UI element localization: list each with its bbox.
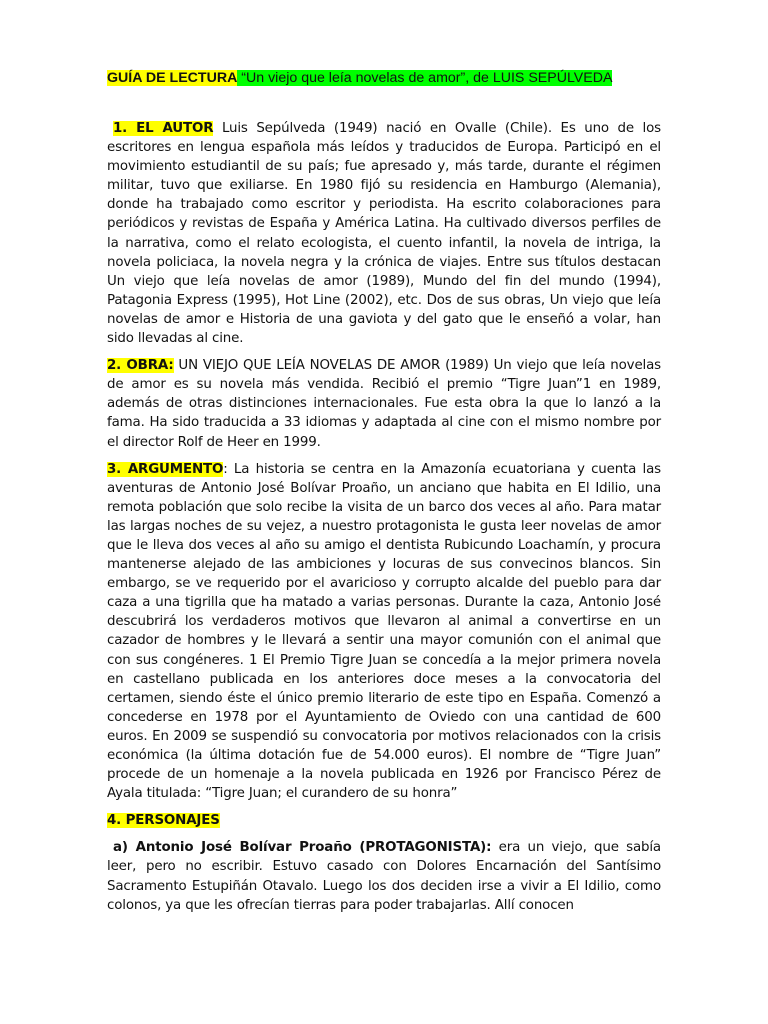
section-personajes-heading: 4. PERSONAJES	[107, 813, 220, 829]
section-personaje-a	[107, 838, 661, 914]
section-argumento	[107, 460, 661, 804]
section-obra-text: UN VIEJO QUE LEÍA NOVELAS DE AMOR (1989) Un viejo que leía novelas de amor es su novela más vendida. Recibió el premio “Tigre Juan”1 en 1989, además de otras distinciones internacionales. Fue esta obra la que lo lanzó a la fama. Ha sido traducida a 33 idiomas y adaptada al cine con el mismo nombre por el director Rolf de Heer en 1999.	[107, 358, 661, 450]
section-autor	[107, 119, 661, 348]
section-autor-heading: 1. EL AUTOR	[113, 121, 214, 136]
section-autor-text: Luis Sepúlveda (1949) nació en Ovalle (Chile). Es uno de los escritores en lengua española más leídos y traducidos de Europa. Participó en el movimiento estudiantil de su país; fue apresado y, más tarde, durante el régimen militar, tuvo que exiliarse. En 1980 fijó su residencia en Hamburgo (Alemania), donde ha trabajado como escritor y periodista. Ha escrito colaboraciones para periódicos y revistas de España y América Latina. Ha cultivado diversos perfiles de la narrativa, como el relato ecologista, el cuento infantil, la novela de intriga, la novela policiaca, la novela negra y la crónica de viajes. Entre sus títulos destacan Un viejo que leía novelas de amor (1989), Mundo del fin del mundo (1994), Patagonia Express (1995), Hot Line (2002), etc. Dos de sus obras, Un viejo que leía novelas de amor e Historia de una gaviota y del gato que le enseñó a volar, han sido llevadas al cine.	[107, 121, 661, 347]
section-obra	[107, 356, 661, 451]
document-page	[107, 68, 661, 915]
personaje-a-heading: a) Antonio José Bolívar Proaño (PROTAGONISTA):	[113, 840, 492, 856]
personaje-a-text: era un viejo, que sabía leer, pero no escribir. Estuvo casado con Dolores Encarnación del Santísimo Sacramento Estupiñán Otavalo. Luego los dos deciden irse a vivir a El Idilio, como colonos, ya que les ofrecían tierras para poder trabajarlas. Allí conocen	[107, 840, 661, 913]
section-argumento-heading: 3. ARGUMENTO	[107, 461, 224, 477]
guide-label: GUÍA DE LECTURA	[107, 70, 238, 86]
document-title	[107, 68, 661, 89]
section-argumento-text: : La historia se centra en la Amazonía ecuatoriana y cuenta las aventuras de Antonio José Bolívar Proaño, un anciano que habita en El Idilio, una remota población que solo recibe la visita de un barco dos veces al año. Para matar las largas noches de su vejez, a nuestro protagonista le gusta leer novelas de amor que le lleva dos veces al año su amigo el dentista Rubicundo Loachamín, y procura mantenerse alejado de las ambiciones y locuras de sus convecinos blancos. Sin embargo, se ve requerido por el avaricioso y corrupto alcalde del pueblo para dar caza a una tigrilla que ha matado a varias personas. Durante la caza, Antonio José descubrirá los verdaderos motivos que llevaron al animal a convertirse en un cazador de hombres y le llevará a sentir una mayor comunión con el animal que con sus congéneres. 1 El Premio Tigre Juan se concedía a la mejor primera novela en castellano publicada en los anteriores doce meses a la convocatoria del certamen, siendo éste el único premio literario de este tipo en España. Comenzó a concederse en 1978 por el Ayuntamiento de Oviedo con una cantidad de 600 euros. En 2009 se suspendió su convocatoria por motivos relacionados con la crisis económica (la última dotación fue de 54.000 euros). El nombre de “Tigre Juan” procede de un homenaje a la novela publicada en 1926 por Francisco Pérez de Ayala titulada: “Tigre Juan; el curandero de su honra”	[107, 461, 661, 802]
section-obra-heading: 2. OBRA:	[107, 358, 174, 374]
section-personajes	[107, 811, 661, 830]
book-reference: “Un viejo que leía novelas de amor”, de LUIS SEPÚLVEDA	[237, 70, 613, 86]
